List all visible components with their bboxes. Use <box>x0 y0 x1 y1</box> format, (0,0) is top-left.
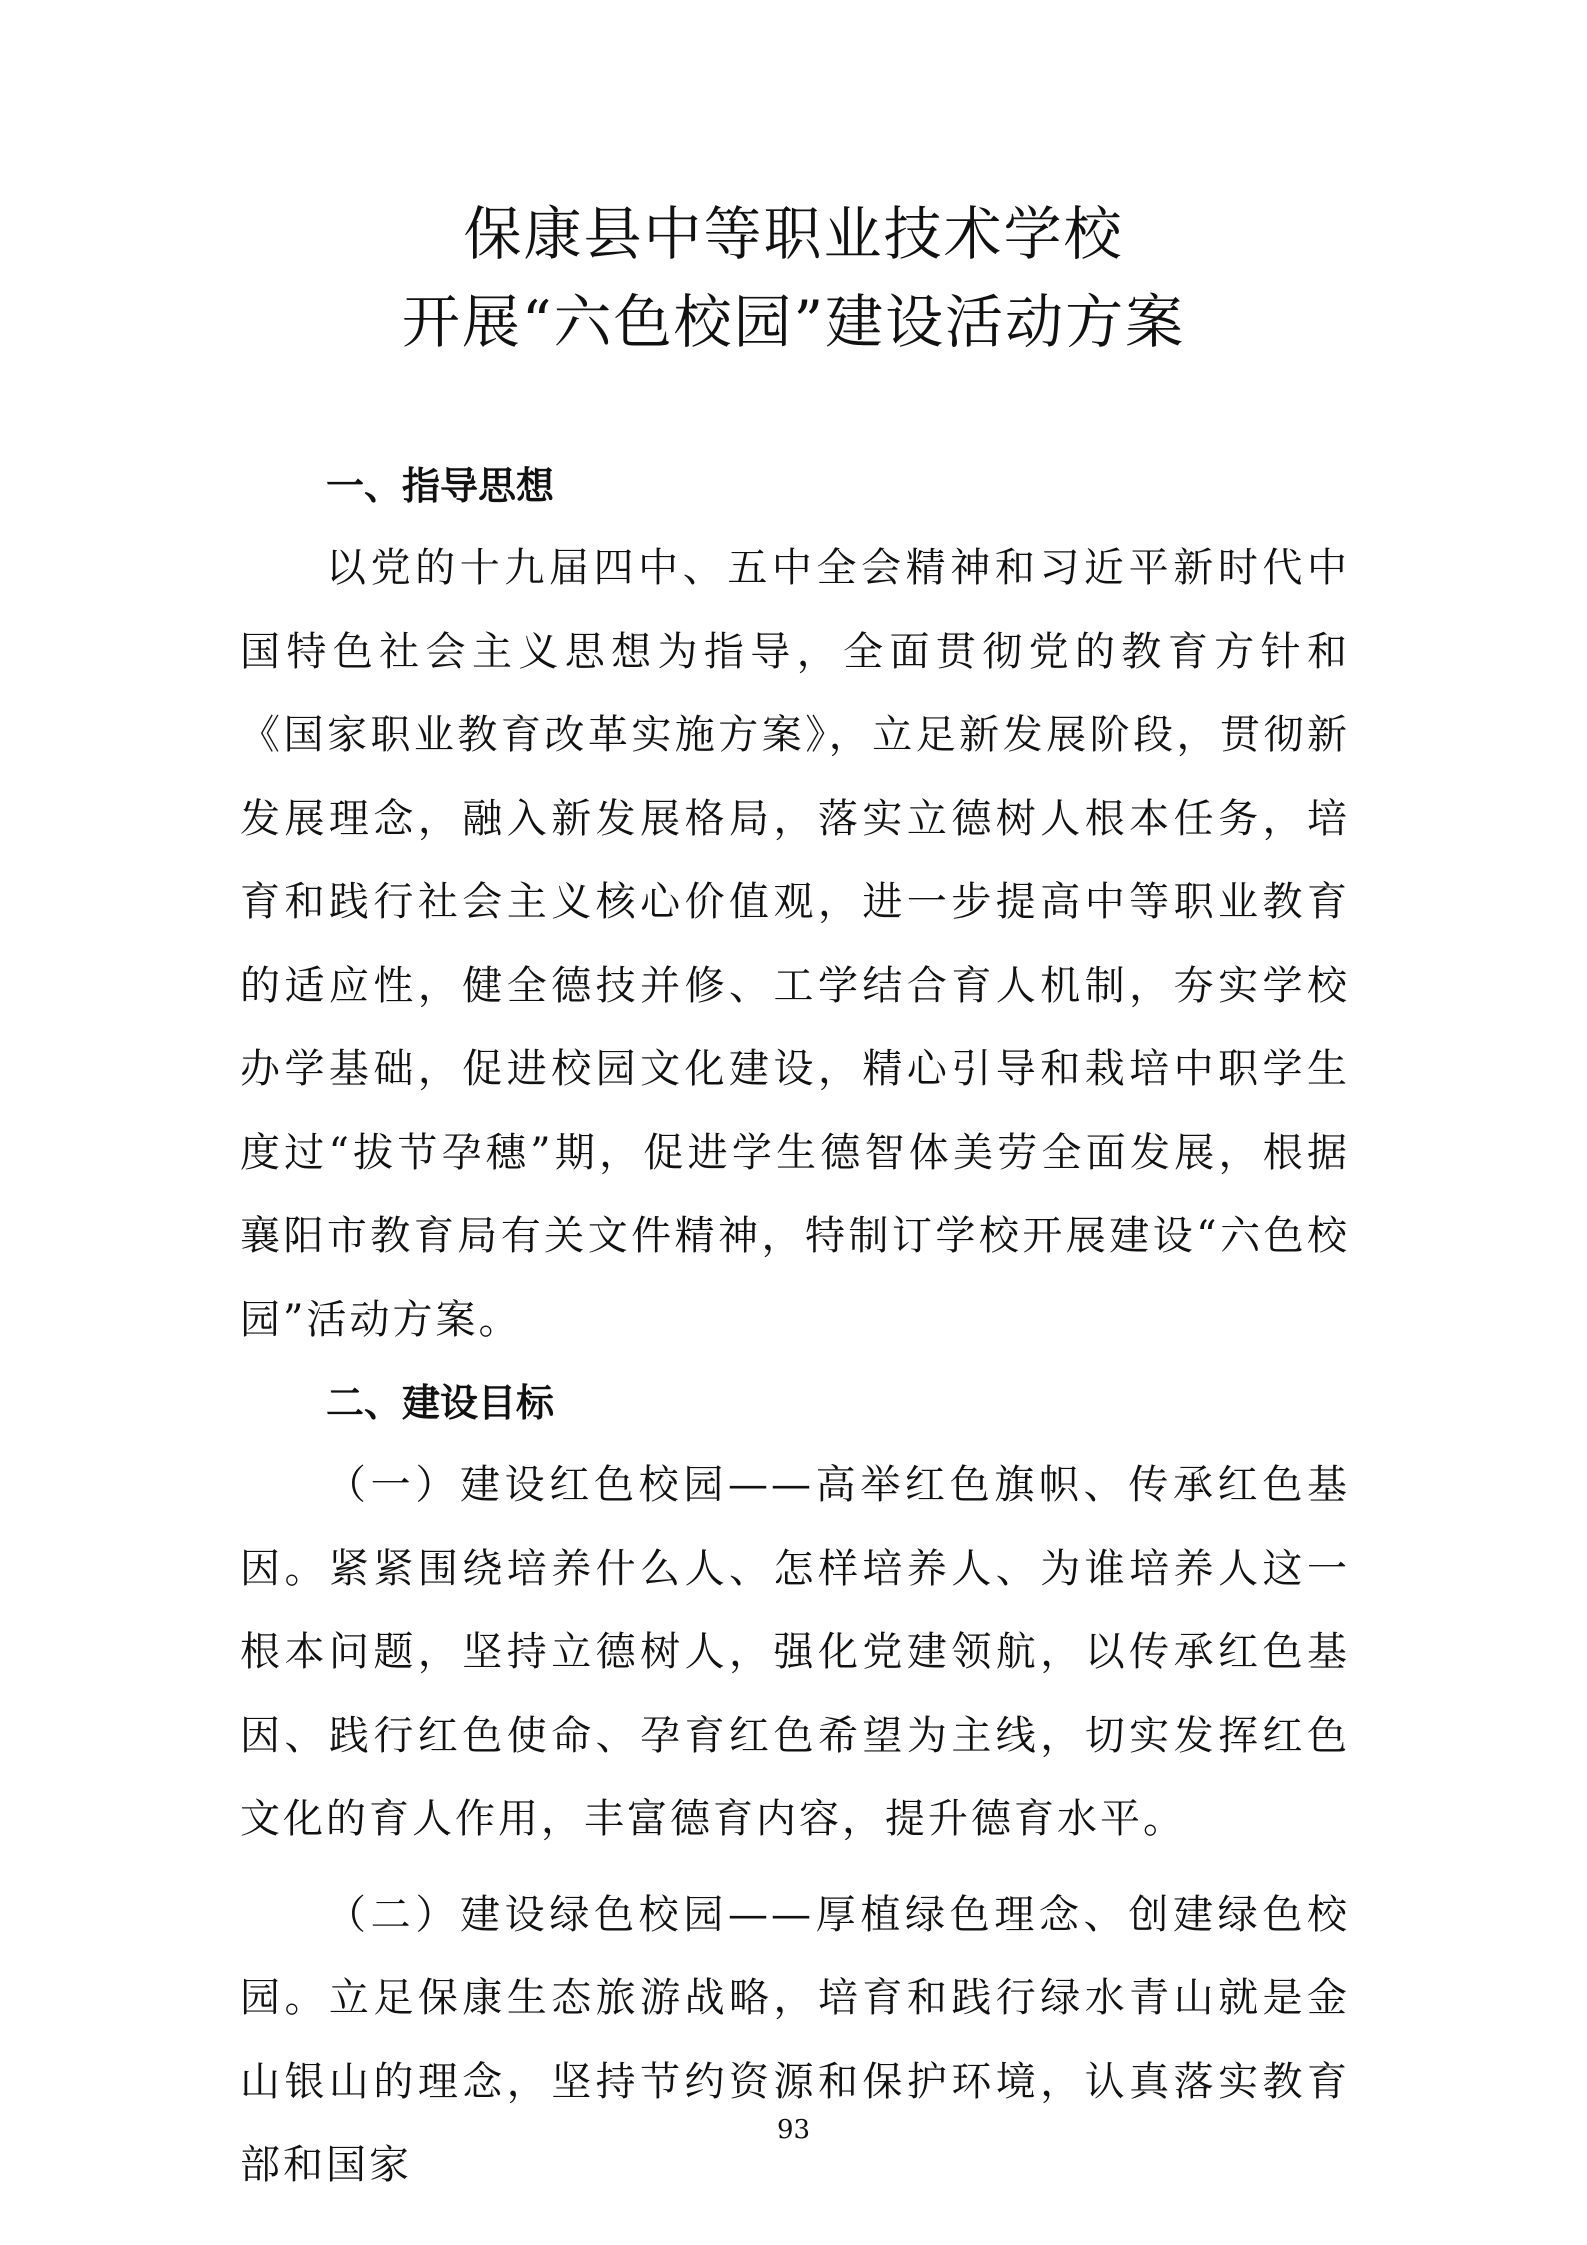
paragraph-red-campus: （一）建设红色校园——高举红色旗帜、传承红色基因。紧紧围绕培养什么人、怎样培养人、为谁培养人这一根本问题，坚持立德树人，强化党建领航，以传承红色基因、践行红色使命、孕育红色希望为主线，切实发挥红色文化的育人作用，丰富德育内容，提升德育水平。 <box>240 1462 1350 1842</box>
page-number: 93 <box>776 2115 811 2145</box>
document-body <box>240 445 1350 2208</box>
paragraph-guiding-ideology: 以党的十九届四中、五中全会精神和习近平新时代中国特色社会主义思想为指导，全面贯彻党的教育方针和《国家职业教育改革实施方案》，立足新发展阶段，贯彻新发展理念，融入新发展格局，落实立德树人根本任务，培育和践行社会主义核心价值观，进一步提高中等职业教育的适应性，健全德技并修、工学结合育人机制，夯实学校办学基础，促进校园文化建设，精心引导和栽培中职学生度过“拔节孕穗”期，促进学生德智体美劳全面发展，根据襄阳市教育局有关文件精神，特制订学校开展建设“六色校园”活动方案。 <box>240 545 1350 1343</box>
title-line-1: 保康县中等职业技术学校 <box>463 200 1124 268</box>
paragraph-green-campus: （二）建设绿色校园——厚植绿色理念、创建绿色校园。立足保康生态旅游战略，培育和践行绿水青山就是金山银山的理念，坚持节约资源和保护环境，认真落实教育部和国家 <box>240 1891 1350 2188</box>
title-line-2: 开展“六色校园”建设活动方案 <box>401 288 1186 356</box>
section-heading-construction-goals: 二、建设目标 <box>326 1381 555 1425</box>
document-title <box>0 190 1587 366</box>
section-heading-guiding-ideology: 一、指导思想 <box>326 464 555 508</box>
